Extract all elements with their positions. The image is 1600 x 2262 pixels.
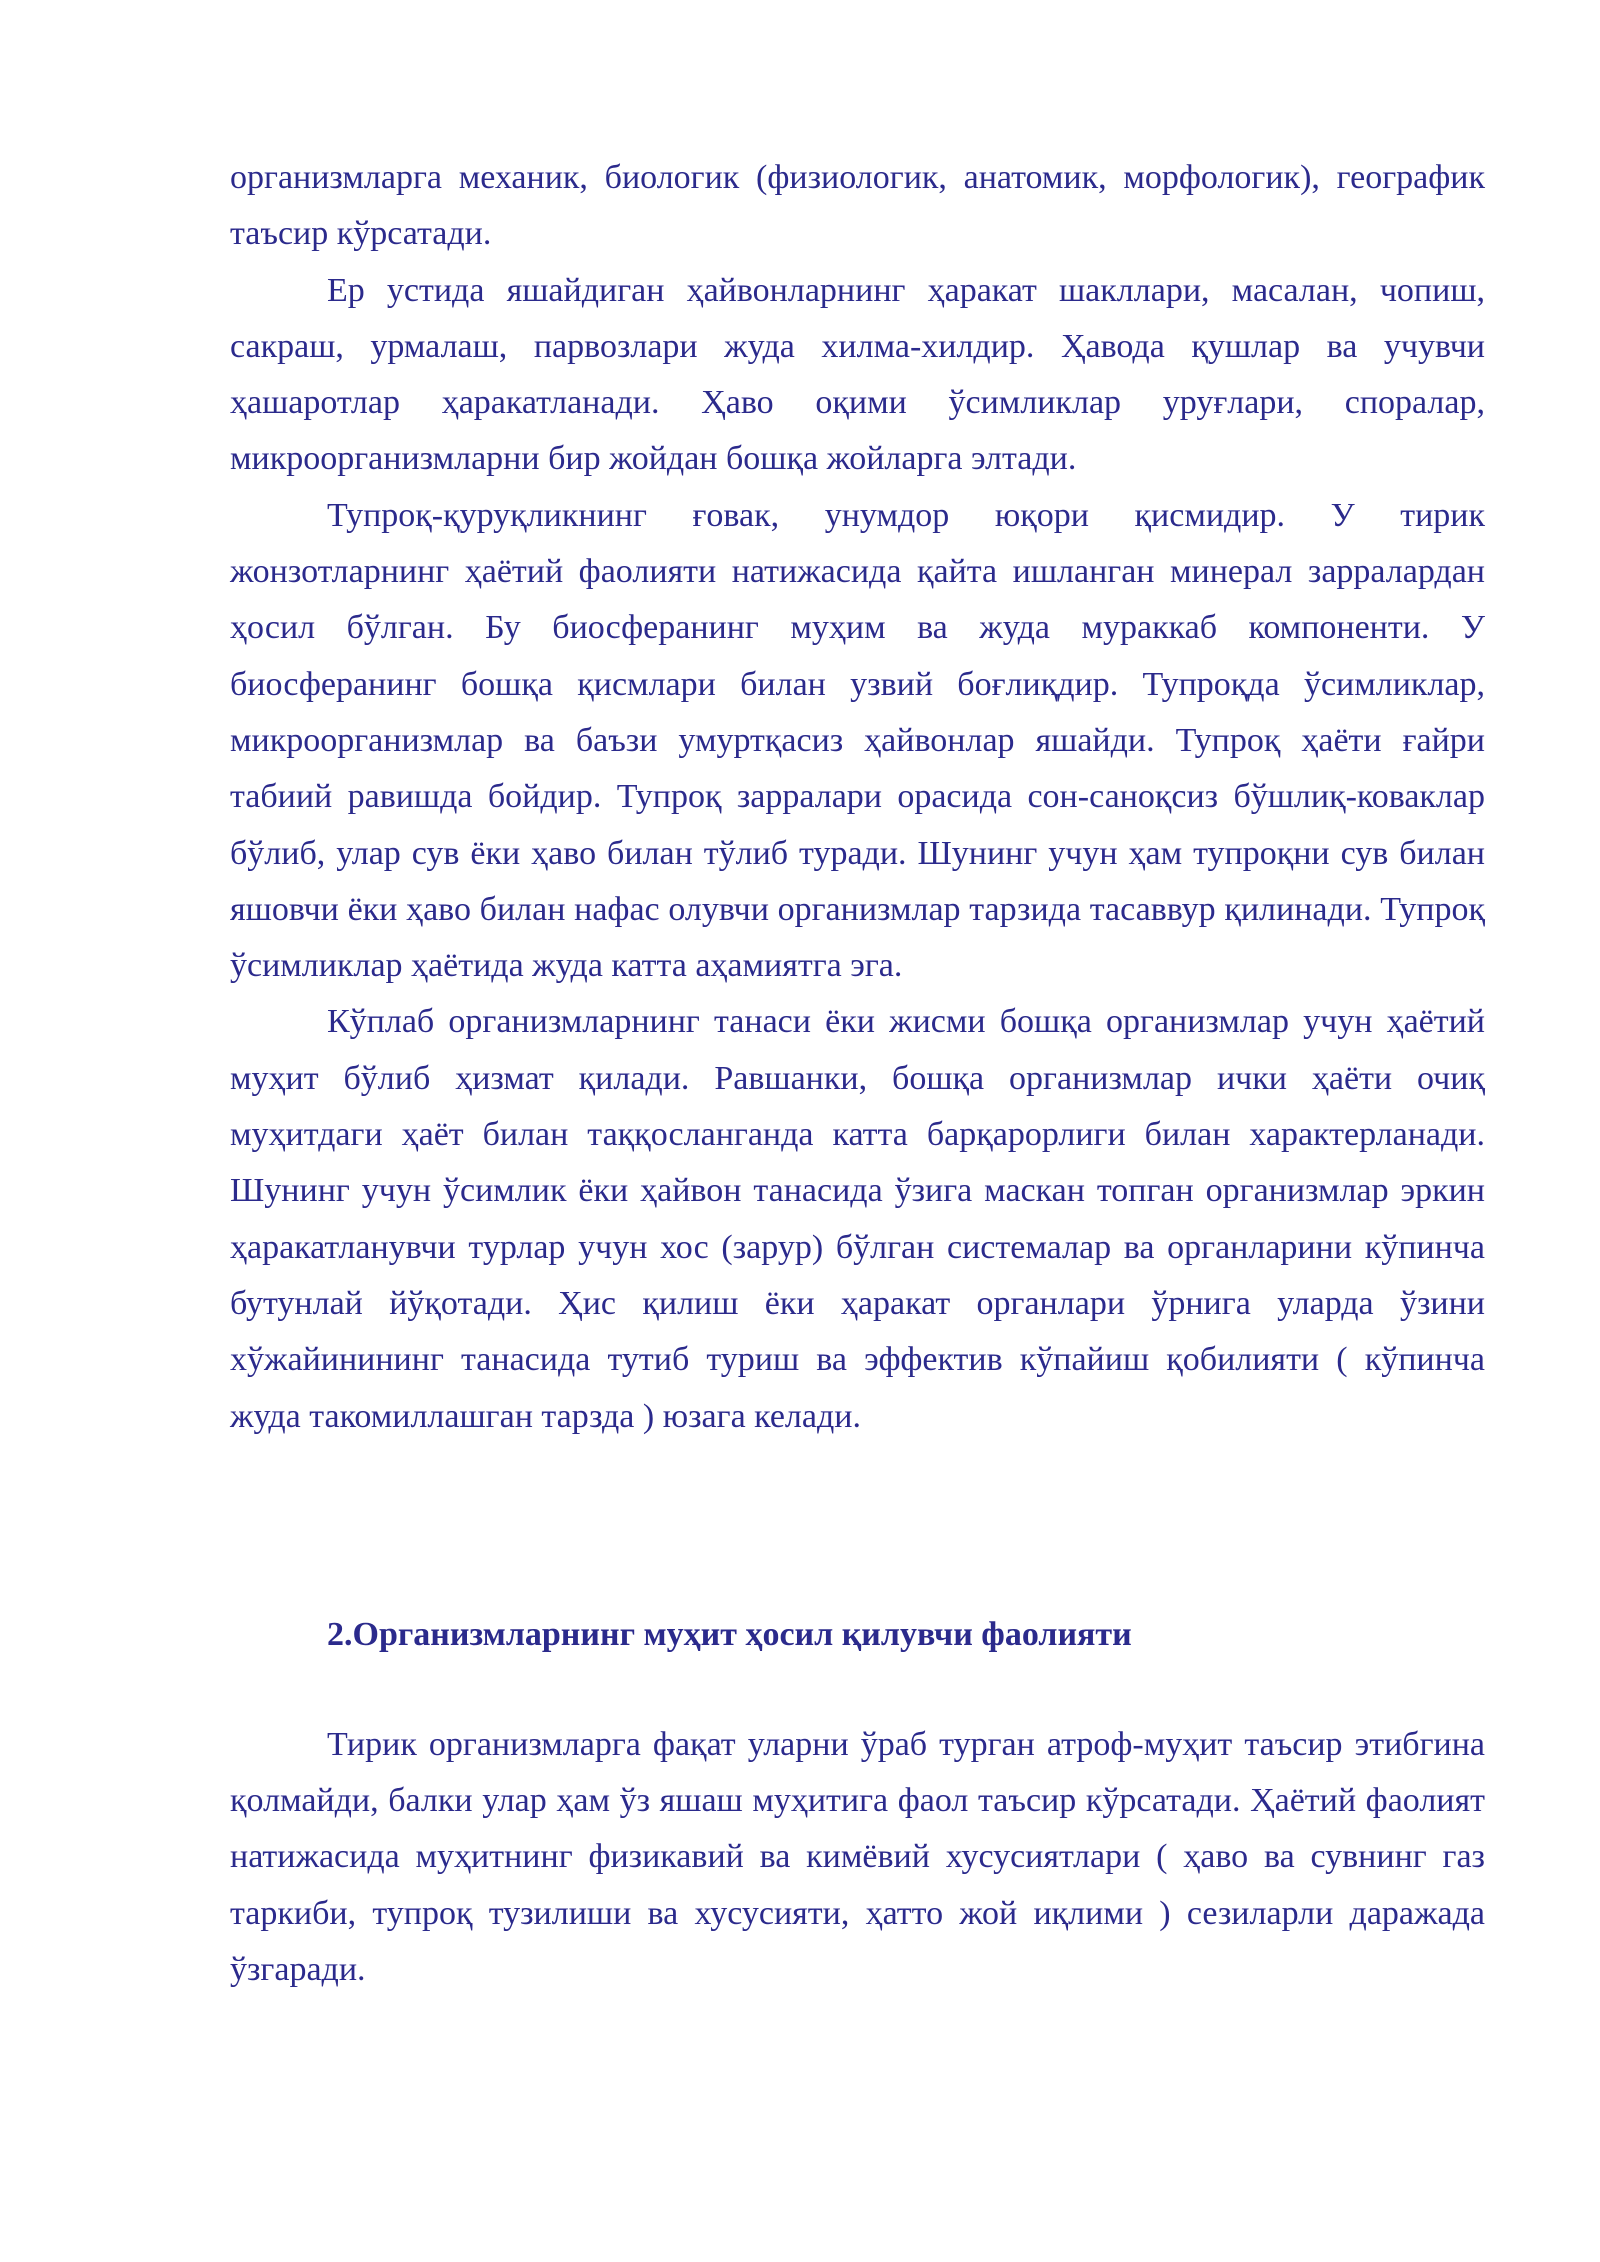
paragraph-host-organisms: Кўплаб организмларнинг танаси ёки жисми бошқа организмлар учун ҳаётий муҳит бўлиб ҳизмат қилади. Равшанки, бошқа организмлар ички ҳаёти очиқ муҳитдаги ҳаёт билан таққосланганда катта барқарорлиги билан характерланади. Шунинг учун ўсимлик ёки ҳайвон танасида ўзига маскан топган организмлар эркин ҳаракатланувчи турлар учун хос (зарур) бўлган системалар ва органларини кўпинча бутунлай йўқотади. Ҳис қилиш ёки ҳаракат органлари ўрнига уларда ўзини хўжайинининг танасида тутиб туриш ва эффектив кўпайиш қобилияти ( кўпинча жуда такомиллашган тарзда ) юзага келади. <box>230 1003 1485 1435</box>
paragraph-environment-forming: Тирик организмларга фақат уларни ўраб турган атроф-муҳит таъсир этибгина қолмайди, балки улар ҳам ўз яшаш муҳитига фаол таъсир кўрсатади. Ҳаётий фаолият натижасида муҳитнинг физикавий ва кимёвий хусусиятлари ( ҳаво ва сувнинг газ таркиби, тупроқ тузилиши ва хусусияти, ҳатто жой иқлими ) сезиларли даражада ўзгаради. <box>230 1725 1485 1989</box>
paragraph-continuation: организмларга механик, биологик (физиологик, анатомик, морфологик), географик таъсир кўрсатади. <box>230 159 1485 253</box>
paragraph-soil: Тупроқ-қуруқликнинг ғовак, унумдор юқори қисмидир. У тирик жонзотларнинг ҳаётий фаолияти натижасида қайта ишланган минерал зарралардан ҳосил бўлган. Бу биосферанинг муҳим ва жуда мураккаб компоненти. У биосферанинг бошқа қисмлари билан узвий боғлиқдир. Тупроқда ўсимликлар, микроорганизмлар ва баъзи умуртқасиз ҳайвонлар яшайди. Тупроқ ҳаёти ғайри табиий равишда бойдир. Тупроқ зарралари орасида сон-саноқсиз бўшлиқ-коваклар бўлиб, улар сув ёки ҳаво билан тўлиб туради. Шунинг учун ҳам тупроқни сув билан яшовчи ёки ҳаво билан нафас олувчи организмлар тарзида тасаввур қилинади. Тупроқ ўсимликлар ҳаётида жуда катта аҳамиятга эга. <box>230 496 1485 985</box>
section-heading: 2.Организмларнинг муҳит ҳосил қилувчи фаолияти <box>327 1615 1132 1653</box>
paragraph-land-movement: Ер устида яшайдиган ҳайвонларнинг ҳаракат шакллари, масалан, чопиш, сакраш, урмалаш, парвозлари жуда хилма-хилдир. Ҳавода қушлар ва учувчи ҳашаротлар ҳаракатланади. Ҳаво оқими ўсимликлар уруғлари, споралар, микроорганизмларни бир жойдан бошқа жойларга элтади. <box>230 271 1485 478</box>
section-spacer <box>230 1445 1485 1607</box>
heading-spacer <box>230 1663 1485 1717</box>
document-page <box>230 150 1485 1998</box>
